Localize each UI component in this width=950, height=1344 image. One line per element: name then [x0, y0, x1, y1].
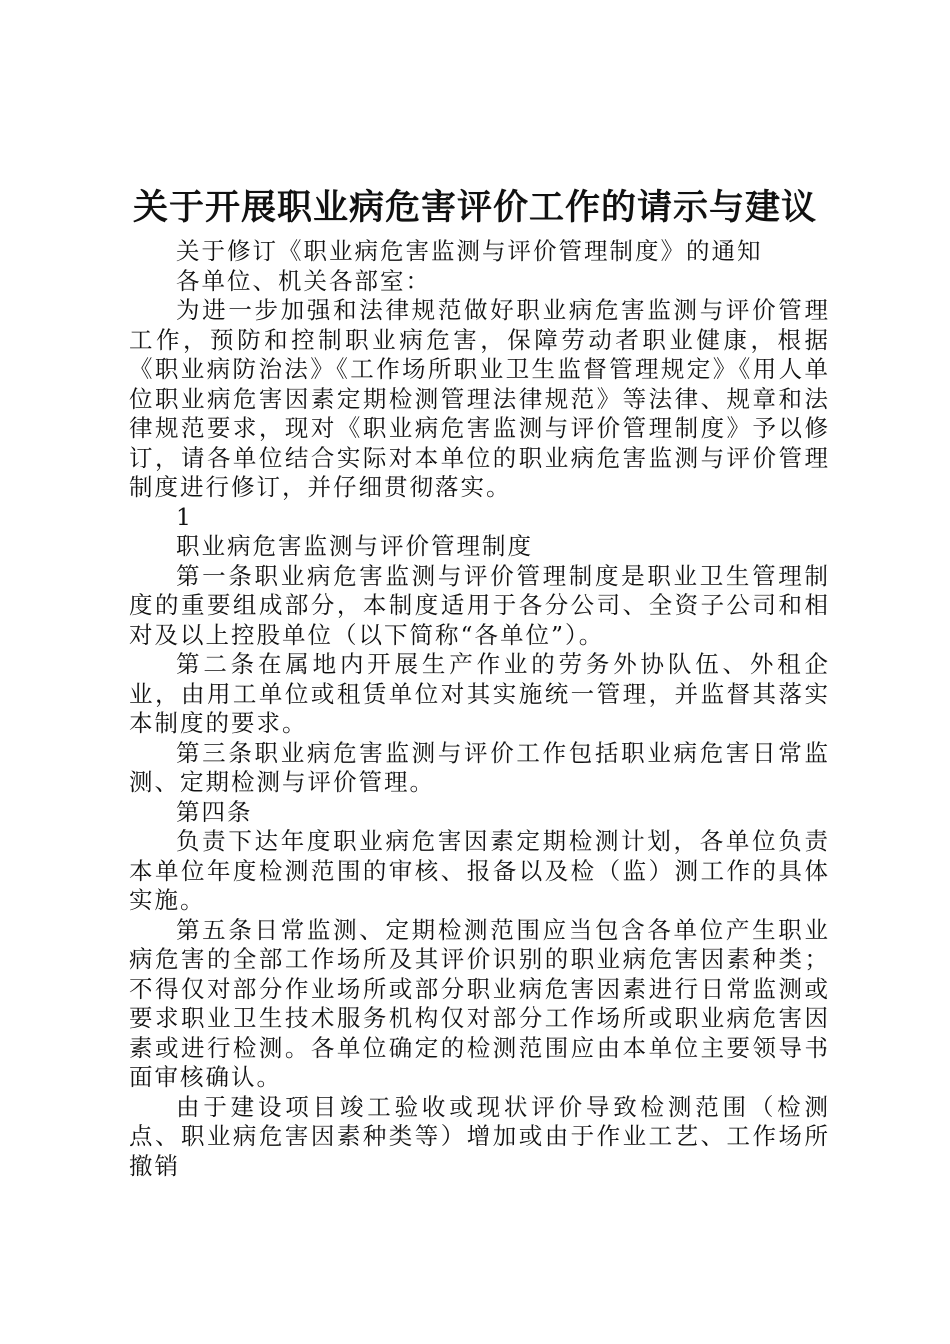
article-5: 第五条日常监测、定期检测范围应当包含各单位产生职业病危害的全部工作场所及其评价识别的职业病危害因素种类；不得仅对部分作业场所或部分职业病危害因素进行日常监测或要求职业卫生技术服务机构仅对部分工作场所或职业病危害因素或进行检测。各单位确定的检测范围应由本单位主要领导书面审核确认。 — [129, 915, 830, 1091]
article-1: 第一条职业病危害监测与评价管理制度是职业卫生管理制度的重要组成部分，本制度适用于各分公司、全资子公司和相对及以上控股单位（以下简称“各单位”）。 — [129, 561, 830, 649]
article-3: 第三条职业病危害监测与评价工作包括职业病危害日常监测、定期检测与评价管理。 — [129, 738, 830, 796]
page-number-text: 1 — [176, 502, 193, 531]
notice-heading: 关于修订《职业病危害监测与评价管理制度》的通知 — [176, 237, 763, 265]
regulation-title: 职业病危害监测与评价管理制度 — [176, 532, 533, 560]
document-title: 关于开展职业病危害评价工作的请示与建议 — [132, 188, 817, 228]
article-2: 第二条在属地内开展生产作业的劳务外协队伍、外租企业，由用工单位或租赁单位对其实施统一管理，并监督其落实本制度的要求。 — [129, 650, 830, 737]
article-4-heading: 第四条 — [176, 797, 253, 826]
article-4-body: 负责下达年度职业病危害因素定期检测计划，各单位负责本单位年度检测范围的审核、报备以及检（监）测工作的具体实施。 — [129, 827, 830, 914]
document-body — [129, 237, 830, 1181]
salutation: 各单位、机关各部室： — [176, 266, 431, 295]
paragraph-intro: 为进一步加强和法律规范做好职业病危害监测与评价管理工作，预防和控制职业病危害，保障劳动者职业健康，根据《职业病防治法》《工作场所职业卫生监督管理规定》《用人单位职业病危害因素定期检测管理法律规范》等法律、规章和法律规范要求，现对《职业病危害监测与评价管理制度》予以修订，请各单位结合实际对本单位的职业病危害监测与评价管理制度进行修订，并仔细贯彻落实。 — [129, 296, 830, 501]
paragraph-continuation: 由于建设项目竣工验收或现状评价导致检测范围（检测点、职业病危害因素种类等）增加或由于作业工艺、工作场所撤销 — [129, 1092, 830, 1180]
